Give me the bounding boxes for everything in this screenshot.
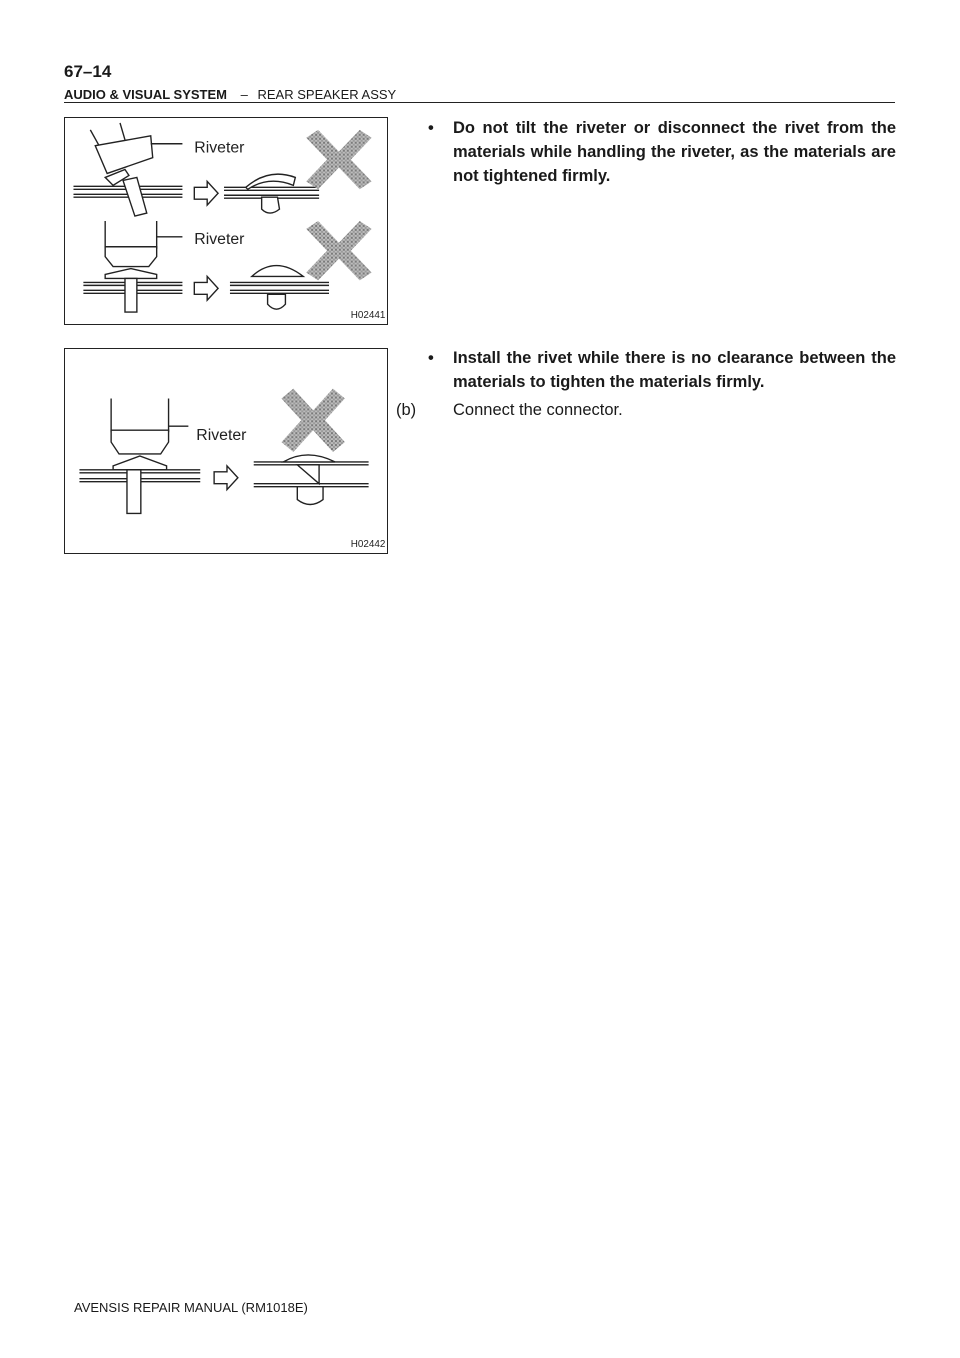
caution-block-2 <box>396 346 896 422</box>
bullet-item <box>410 346 896 394</box>
header-separator: – <box>240 87 248 102</box>
section-title: AUDIO & VISUAL SYSTEM <box>64 87 228 102</box>
page-number: 67–14 <box>64 62 112 81</box>
subsection-title: REAR SPEAKER ASSY <box>257 87 397 102</box>
right-arrow-icon <box>194 276 218 300</box>
bullet-dot: • <box>428 119 434 137</box>
figure-code: H02441 <box>350 310 386 322</box>
running-header <box>64 87 396 102</box>
caution-block-1 <box>410 116 896 188</box>
tilted-riveter-illustration <box>73 123 182 216</box>
bullet-item <box>410 116 896 188</box>
riveter-label: Riveter <box>196 427 247 445</box>
figure-code: H02442 <box>350 539 386 551</box>
right-arrow-icon <box>194 181 218 205</box>
prohibited-x-icon <box>281 389 344 452</box>
figure-h02441 <box>64 117 388 325</box>
loose-rivet-result <box>224 174 319 213</box>
bullet-text: Install the rivet while there is no clearance between the materials to tighten the materials firmly. <box>453 349 896 391</box>
prohibited-x-icon <box>306 130 371 189</box>
figure-h02442 <box>64 348 388 554</box>
riveter-illustration <box>79 399 200 514</box>
loose-rivet-result <box>254 455 369 505</box>
prohibited-x-icon <box>306 221 371 280</box>
lifted-riveter-illustration <box>83 221 182 312</box>
step-item <box>396 398 896 422</box>
manual-footer: AVENSIS REPAIR MANUAL (RM1018E) <box>74 1300 308 1315</box>
riveter-label: Riveter <box>194 139 245 157</box>
bullet-dot: • <box>428 349 434 367</box>
step-index: (b) <box>396 401 417 419</box>
right-arrow-icon <box>214 466 238 490</box>
bullet-text: Do not tilt the riveter or disconnect the rivet from the materials while handling the riveter, as the materials are not tightened firmly. <box>453 119 896 185</box>
step-text: Connect the connector. <box>453 401 623 419</box>
header-rule <box>64 102 895 103</box>
riveter-label: Riveter <box>194 230 245 248</box>
